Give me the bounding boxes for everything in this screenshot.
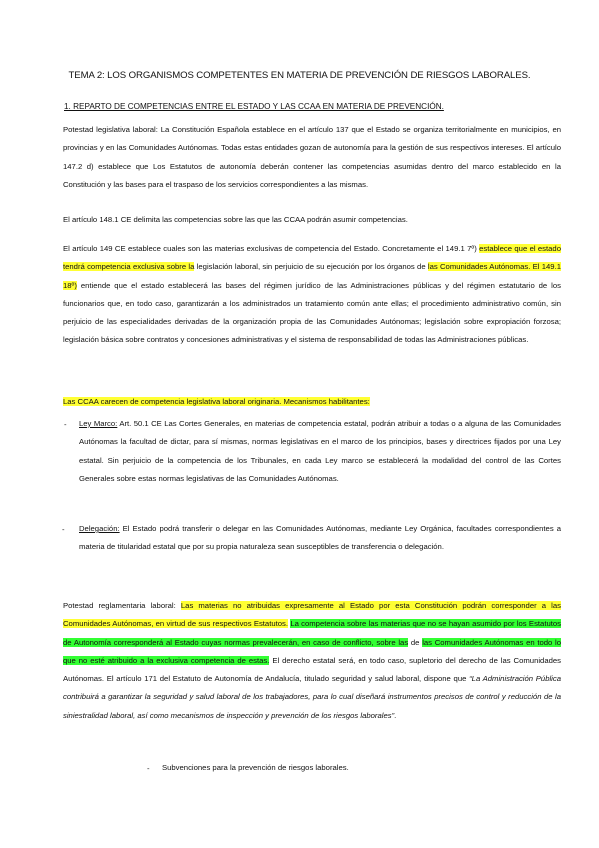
- quoted-text: “La Administración Pública contribuirá a garantizar la seguridad y salud laboral de los trabajadores, para lo cual diseñará instrumentos precisos de control y reducción de la siniestralidad laboral, así como mecanismos de inspección y prevención de los riesgos laborales”: [63, 674, 562, 720]
- list-item-label: Delegación:: [79, 524, 120, 533]
- list-item-label: Ley Marco:: [79, 419, 118, 428]
- paragraph-text: .: [394, 710, 397, 720]
- list-item-text: El Estado podrá transferir o delegar en las Comunidades Autónomas, mediante Ley Orgánica, facultades correspondientes a materia de titularidad estatal que por su propia naturaleza sean susceptibles de transferencia o delegación.: [79, 524, 561, 552]
- document-title: TEMA 2: LOS ORGANISMOS COMPETENTES EN MATERIA DE PREVENCIÓN DE RIESGOS LABORALES.: [68, 70, 531, 81]
- paragraph-art-149: [63, 240, 561, 350]
- paragraph-text: entiende que el estado establecerá las bases del régimen jurídico de las Administraciones públicas y del régimen estatutario de los funcionarios que, en todo caso, garantizarán a los administrados un tratamiento común ante ellas; el procedimiento administrativo común, sin perjuicio de las especialidades derivadas de la organización propia de las Comunidades Autónomas; legislación sobre expropiación forzosa; legislación básica sobre contratos y concesiones administrativas y el sistema de responsabilidad de todas las Administraciones públicas.: [63, 280, 561, 345]
- highlighted-text: establece que el estado tendrá competencia exclusiva sobre la: [63, 244, 561, 272]
- bullet-dash: -: [147, 764, 150, 773]
- paragraph-text: legislación laboral, sin perjuicio de su ejecución por los órganos de: [194, 262, 428, 272]
- list-item-text: Art. 50.1 CE Las Cortes Generales, en materias de competencia estatal, podrán atribuir a todas o a alguna de las Comunidades Autónomas la facultad de dictar, para sí mismas, normas legislativas en el marco de los principios, bases y directrices fijados por una Ley estatal. Sin perjuicio de la competencia de los Tribunales, en cada Ley marco se establecerá la modalidad del control de las Cortes Generales sobre estas normas legislativas de las Comunidades Autónomas.: [79, 419, 561, 483]
- paragraph-mecanismos: [63, 393, 561, 411]
- highlighted-text: Las CCAA carecen de competencia legislativa laboral originaria. Mecanismos habilitantes:: [63, 397, 370, 406]
- paragraph-text: Potestad reglamentaria laboral:: [63, 601, 181, 610]
- paragraph-potestad-reglamentaria: [63, 597, 561, 725]
- highlighted-text-green: La competencia sobre las materias que no se hayan asumido por los Estatutos de Autonomía corresponderá al Estado cuyas normas prevalecerán, en caso de conflicto, sobre las: [63, 619, 561, 647]
- list-item-subvenciones: [162, 759, 562, 777]
- highlighted-text: las Comunidades Autónomas. El 149.1 18º): [63, 262, 561, 290]
- paragraph-text: El artículo 148.1 CE delimita las competencias sobre las que las CCAA podrán asumir competencias.: [63, 215, 408, 224]
- paragraph-text: El derecho estatal será, en todo caso, supletorio del derecho de las Comunidades Autónomas. El artículo 171 del Estatuto de Autonomía de Andalucía, titulado seguridad y salud laboral, dispone que: [63, 655, 561, 684]
- paragraph-text: El artículo 149 CE establece cuales son las materias exclusivas de competencia del Estado. Concretamente el 149.1 7º): [63, 244, 480, 253]
- list-item-delegacion: [79, 520, 561, 557]
- highlighted-text-green: las Comunidades Autónomas en todo lo que no esté atribuido a la exclusiva competencia de estas.: [63, 637, 562, 665]
- highlighted-text: Las materias no atribuidas expresamente al Estado por esta Constitución podrán corresponder a las Comunidades Autónomas, en virtud de sus respectivos Estatutos.: [63, 601, 561, 629]
- paragraph-text: de: [408, 637, 423, 647]
- list-item-ley-marco: [79, 415, 561, 488]
- bullet-dash: -: [64, 420, 67, 429]
- list-item-text: Subvenciones para la prevención de riesgos laborales.: [162, 763, 349, 772]
- bullet-dash: -: [62, 525, 65, 534]
- paragraph-art-148: [63, 211, 561, 229]
- section-heading-1: 1. REPARTO DE COMPETENCIAS ENTRE EL ESTADO Y LAS CCAA EN MATERIA DE PREVENCIÓN.: [64, 102, 444, 111]
- paragraph-potestad-legislativa: [63, 121, 561, 194]
- paragraph-text: Potestad legislativa laboral: La Constitución Española establece en el artículo 137 que el Estado se organiza territorialmente en municipios, en provincias y en las Comunidades Autónomas. Todas estas entidades gozan de autonomía para la gestión de sus respectivos intereses. El artículo 147.2 d) establece que Los Estatutos de autonomía deberán contener las competencias asumidas dentro del marco establecido en la Constitución y las bases para el traspaso de los servicios correspondientes a las mismas.: [63, 125, 561, 189]
